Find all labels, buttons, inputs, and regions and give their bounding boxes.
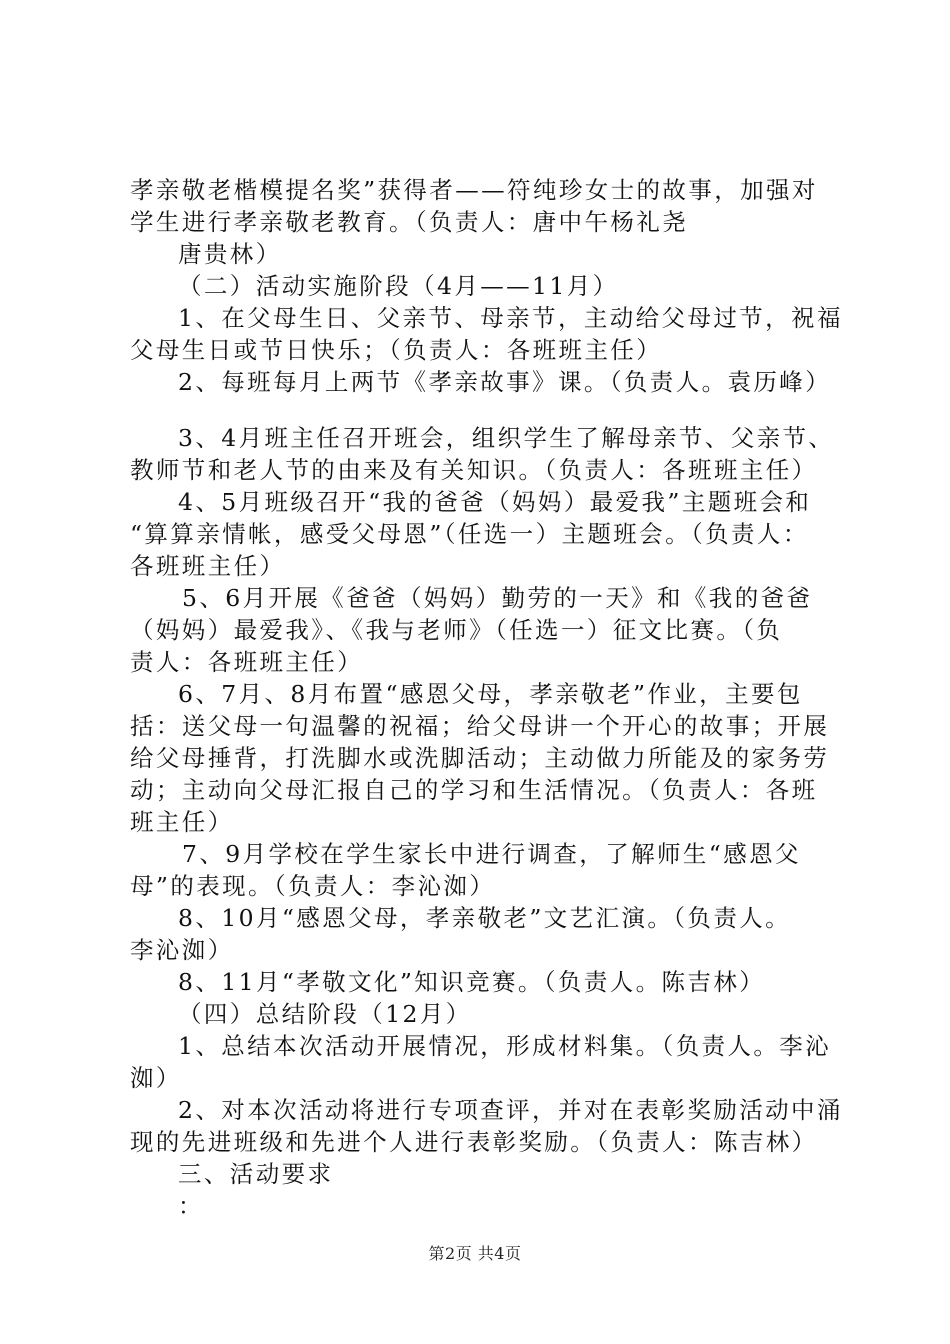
text-line: 现的先进班级和先进个人进行表彰奖励。（负责人：陈吉林） [130,1128,818,1156]
text-line: “算算亲情帐，感受父母恩”（任选一）主题班会。（负责人： [130,520,809,548]
text-line: 2、对本次活动将进行专项查评，并对在表彰奖励活动中涌 [178,1096,843,1124]
text-line: 各班班主任） [130,552,286,580]
text-line: 洳） [130,1064,182,1092]
text-line: 教师节和老人节的由来及有关知识。（负责人：各班班主任） [130,456,818,484]
text-line: 孝亲敬老楷模提名奖”获得者——符纯珍女士的故事，加强对 [130,176,818,204]
text-line: 责人：各班班主任） [130,648,364,676]
text-line: 4、5月班级召开“我的爸爸（妈妈）最爱我”主题班会和 [178,488,812,516]
section-heading: （四）总结阶段（12月） [178,1000,472,1028]
text-line: 学生进行孝亲敬老教育。（负责人：唐中午杨礼尧 [130,208,689,236]
text-line: 1、在父母生日、父亲节、母亲节，主动给父母过节，祝福 [178,304,843,332]
text-line: 父母生日或节日快乐；（负责人：各班班主任） [130,336,663,364]
text-line: 8、11月“孝敬文化”知识竞赛。（负责人。陈吉林） [178,968,766,996]
paragraph-gap [130,398,835,422]
text-line: 母”的表现。（负责人：李沁洳） [130,872,496,900]
text-line: 唐贵林） [178,240,282,268]
text-line: 5、6月开展《爸爸（妈妈）勤劳的一天》和《我的爸爸 [182,584,813,612]
page-footer: 第2页 共4页 [428,1244,522,1263]
text-line: 7、9月学校在学生家长中进行调查，了解师生“感恩父 [182,840,801,868]
text-line: 6、7月、8月布置“感恩父母，孝亲敬老”作业，主要包 [178,680,803,708]
text-line: 给父母捶背，打洗脚水或洗脚活动；主动做力所能及的家务劳 [130,744,830,772]
text-line: 括：送父母一句温馨的祝福；给父母讲一个开心的故事；开展 [130,712,830,740]
text-line: （妈妈）最爱我》、《我与老师》（任选一）征文比赛。（负 [130,616,783,644]
text-line: 李沁洳） [130,936,234,964]
section-heading: 三、活动要求 [178,1160,334,1188]
section-heading: （二）活动实施阶段（4月——11月） [178,272,619,300]
text-line: 2、每班每月上两节《孝亲故事》课。（负责人。袁历峰） [178,368,832,396]
text-line: 班主任） [130,808,234,836]
text-line: 动；主动向父母汇报自己的学习和生活情况。（负责人：各班 [130,776,818,804]
document-body [130,174,843,1222]
text-line: 3、4月班主任召开班会，组织学生了解母亲节、父亲节、 [178,424,835,452]
text-line: ： [178,1192,204,1220]
text-line: 1、总结本次活动开展情况，形成材料集。（负责人。李沁 [178,1032,832,1060]
text-line: 8、10月“感恩父母，孝亲敬老”文艺汇演。（负责人。 [178,904,792,932]
